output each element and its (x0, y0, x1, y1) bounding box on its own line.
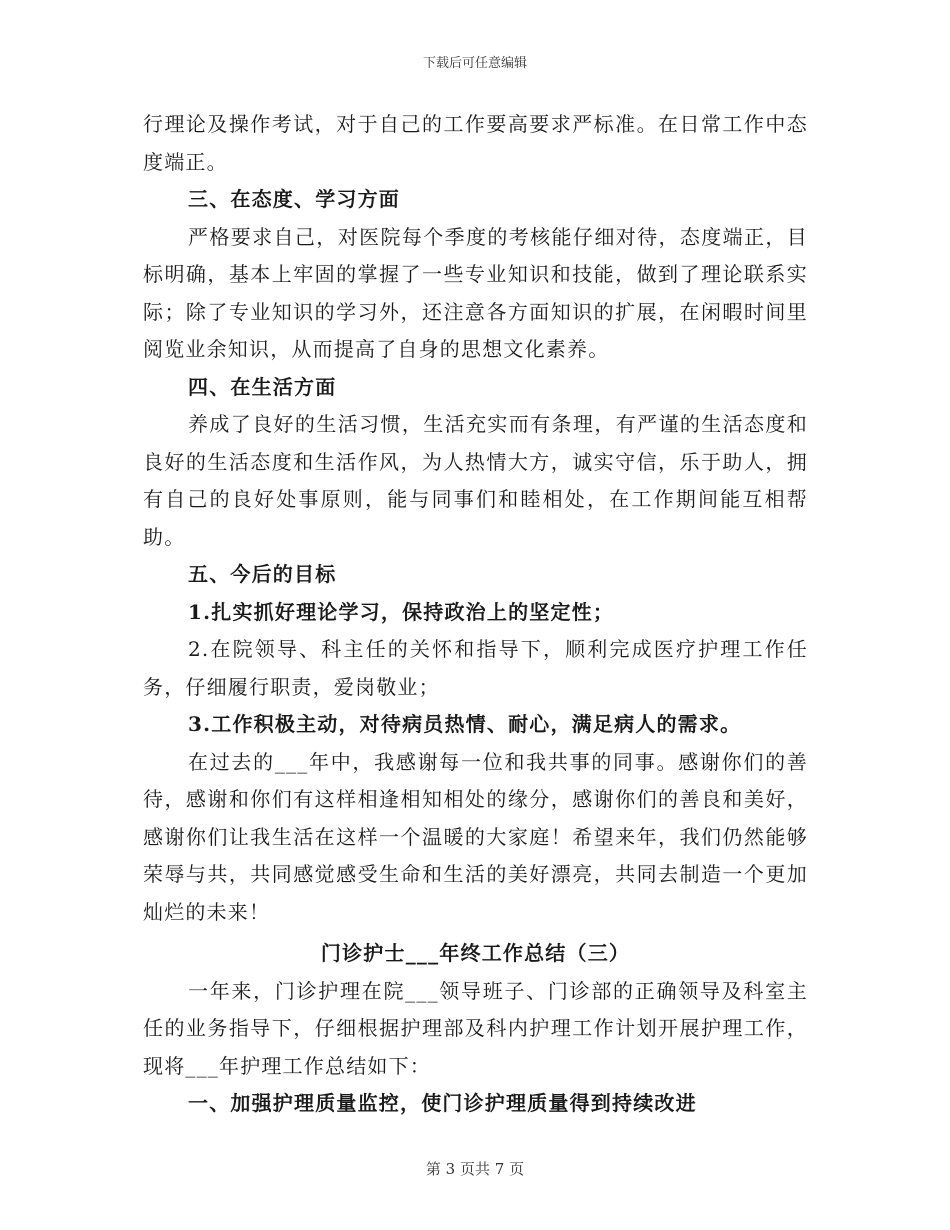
goal-item-2: 2.在院领导、科主任的关怀和指导下，顺利完成医疗护理工作任务，仔细履行职责，爱岗敬业； (143, 637, 808, 699)
goal-item-3: 3.工作积极主动，对待病员热情、耐心，满足病人的需求。 (188, 712, 742, 736)
goal-item-1: 1.扎实抓好理论学习，保持政治上的坚定性； (188, 599, 615, 624)
paragraph-life: 养成了良好的生活习惯，生活充实而有条理，有严谨的生活态度和良好的生活态度和生活作风，为人热情大方，诚实守信，乐于助人，拥有自己的良好处事原则，能与同事们和睦相处，在工作期间能互相帮助。 (143, 412, 808, 549)
document-title: 门诊护士___年终工作总结（三） (320, 941, 631, 965)
paragraph-continuation: 行理论及操作考试，对于自己的工作要高要求严标准。在日常工作中态度端正。 (143, 112, 808, 174)
section-heading-quality: 一、加强护理质量监控，使门诊护理质量得到持续改进 (188, 1091, 697, 1115)
page-header: 下载后可任意编辑 (422, 56, 527, 71)
paragraph-attitude-study: 严格要求自己，对医院每个季度的考核能仔细对待，态度端正，目标明确，基本上牢固的掌握了一些专业知识和技能，做到了理论联系实际；除了专业知识的学习外，还注意各方面知识的扩展，在闲暇时间里阅览业余知识，从而提高了自身的思想文化素养。 (143, 224, 808, 361)
document-body (143, 106, 808, 1123)
paragraph-thanks: 在过去的___年中，我感谢每一位和我共事的同事。感谢你们的善待，感谢和你们有这样相逢相知相处的缘分，感谢你们的善良和美好，感谢你们让我生活在这样一个温暖的大家庭！希望来年，我们仍然能够荣辱与共，共同感觉感受生命和生活的美好漂亮，共同去制造一个更加灿烂的未来！ (143, 749, 808, 924)
paragraph-intro: 一年来，门诊护理在院___领导班子、门诊部的正确领导及科室主任的业务指导下，仔细根据护理部及科内护理工作计划开展护理工作，现将___年护理工作总结如下： (143, 978, 808, 1078)
section-heading-attitude-study: 三、在态度、学习方面 (188, 187, 400, 211)
page-footer: 第 3 页共 7 页 (425, 1160, 525, 1178)
section-heading-life: 四、在生活方面 (188, 374, 337, 399)
section-heading-goals: 五、今后的目标 (188, 562, 337, 586)
